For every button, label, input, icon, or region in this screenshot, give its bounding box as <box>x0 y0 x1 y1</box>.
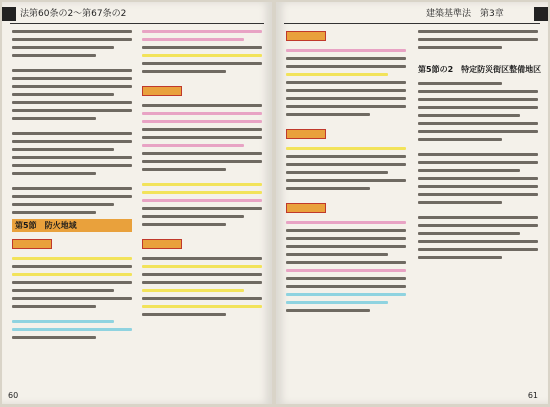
left-page-number: 60 <box>8 391 19 400</box>
left-section-heading: 第5節 防火地域 <box>12 219 132 232</box>
right-page <box>276 2 548 404</box>
article-label-box <box>142 86 182 96</box>
left-page-column-2 <box>142 30 262 384</box>
right-header-rule <box>284 23 540 24</box>
left-running-head: 法第60条の2～第67条の2 <box>20 9 127 19</box>
left-page <box>2 2 272 404</box>
left-header-rule <box>10 23 264 24</box>
left-thumb-tab <box>2 7 16 21</box>
right-section-heading: 第5節の2 特定防災街区整備地区 <box>418 65 542 74</box>
left-page-column-1 <box>12 30 132 384</box>
right-page-column-2 <box>418 30 542 384</box>
right-page-number: 61 <box>527 391 538 400</box>
right-running-head: 建築基準法 第3章 <box>426 9 504 19</box>
article-label-box <box>286 203 326 213</box>
article-label-box <box>142 239 182 249</box>
article-label-box <box>286 31 326 41</box>
right-thumb-tab <box>534 7 548 21</box>
article-label-box <box>12 239 52 249</box>
article-label-box <box>286 129 326 139</box>
right-page-column-1 <box>286 30 406 384</box>
